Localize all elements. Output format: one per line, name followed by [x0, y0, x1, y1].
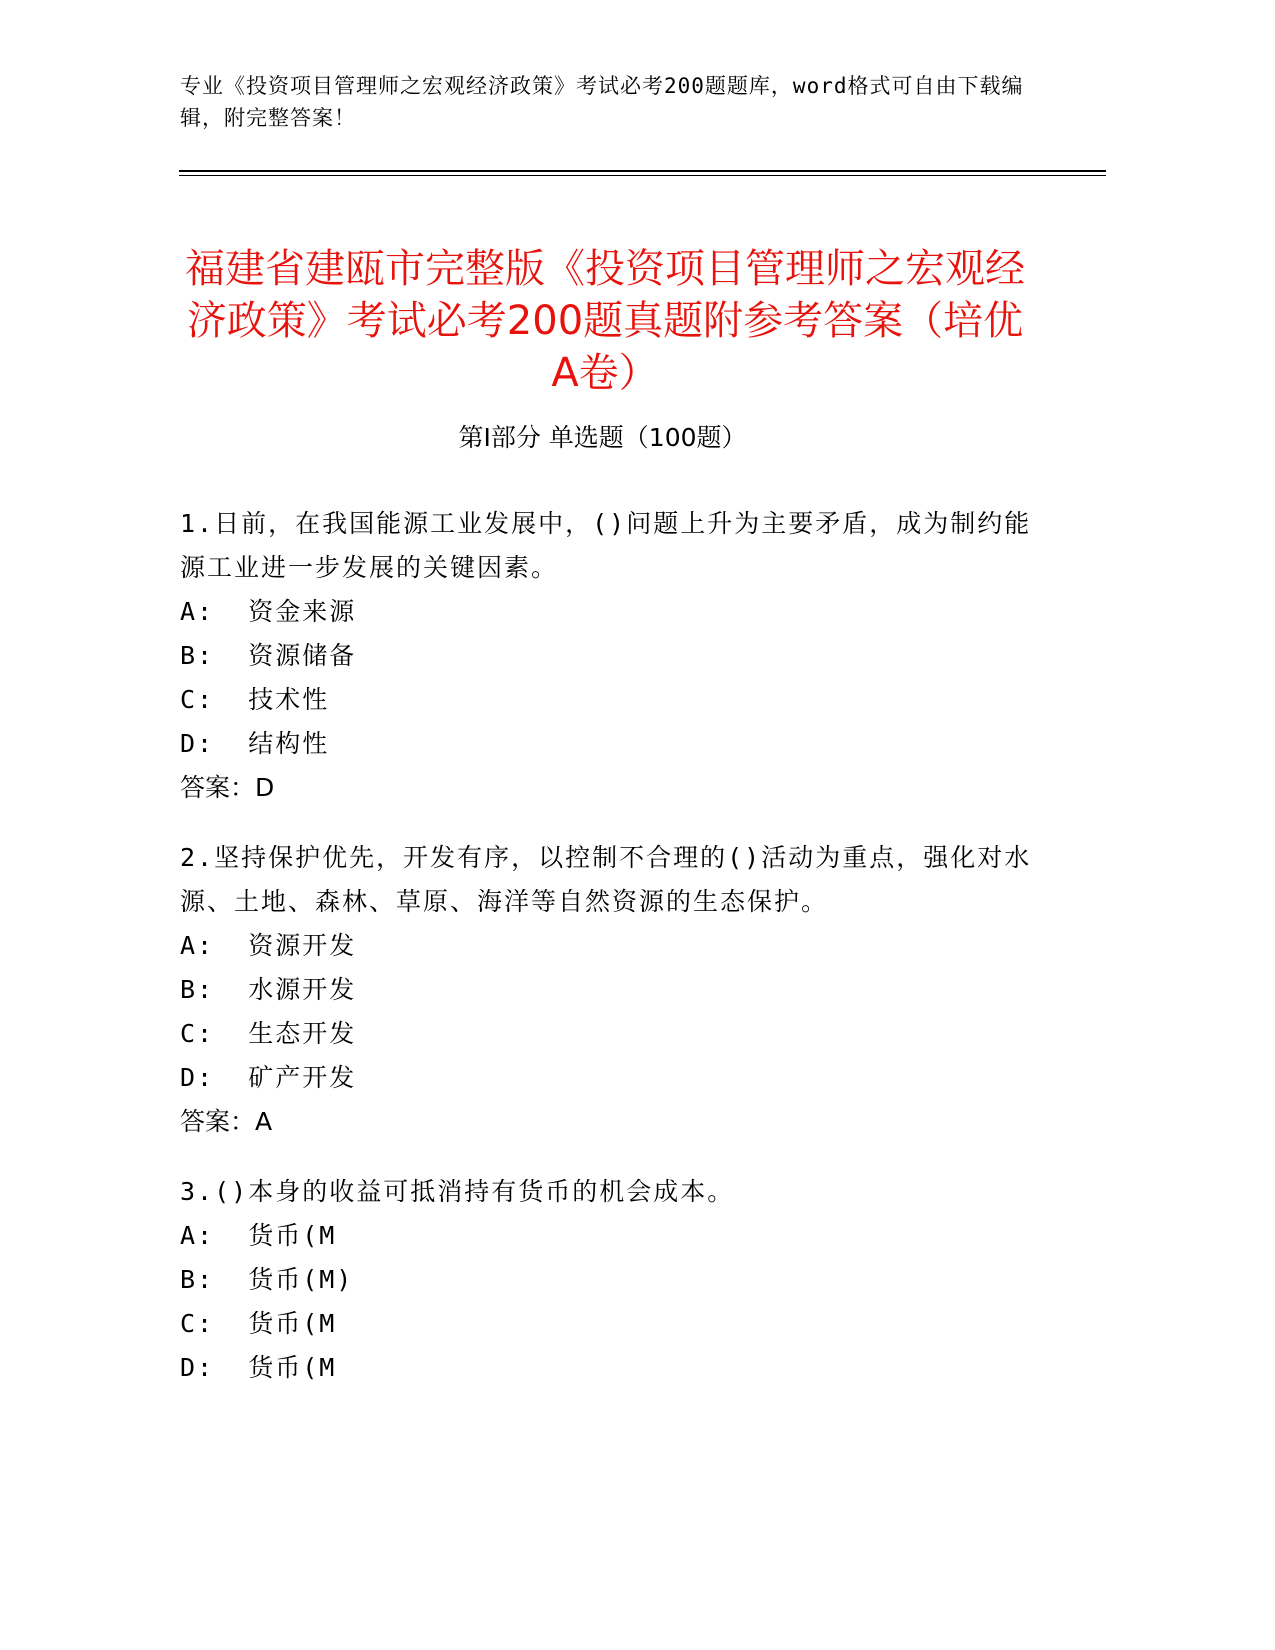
header-divider-thick — [179, 170, 1106, 172]
option-d: D: 矿产开发 — [180, 1063, 357, 1092]
question-stem: 2.坚持保护优先，开发有序，以控制不合理的()活动为重点，强化对水源、土地、森林、草原、海洋等自然资源的生态保护。 — [180, 843, 1032, 916]
answer-line: 答案：A — [180, 1107, 273, 1136]
question-1 — [180, 502, 1040, 810]
option-b: B: 资源储备 — [180, 641, 357, 670]
option-b: B: 水源开发 — [180, 975, 357, 1004]
question-3 — [180, 1170, 1040, 1390]
header-divider-thin — [179, 175, 1106, 176]
question-stem: 3.()本身的收益可抵消持有货币的机会成本。 — [180, 1177, 735, 1206]
section-title: 第I部分 单选题（100题） — [458, 423, 747, 452]
option-a: A: 资金来源 — [180, 597, 357, 626]
answer-line: 答案：D — [180, 773, 275, 802]
header-note: 专业《投资项目管理师之宏观经济政策》考试必考200题题库，word格式可自由下载编辑，附完整答案！ — [180, 74, 1024, 130]
question-stem: 1.日前，在我国能源工业发展中，()问题上升为主要矛盾，成为制约能源工业进一步发展的关键因素。 — [180, 509, 1032, 582]
question-2 — [180, 836, 1040, 1144]
option-c: C: 技术性 — [180, 685, 330, 714]
question-list — [180, 502, 1040, 1416]
option-c: C: 生态开发 — [180, 1019, 357, 1048]
option-b: B: 货币(M) — [180, 1265, 354, 1294]
option-d: D: 货币(M — [180, 1353, 337, 1382]
document-title: 福建省建瓯市完整版《投资项目管理师之宏观经济政策》考试必考200题真题附参考答案（培优A卷） — [185, 245, 1025, 396]
option-c: C: 货币(M — [180, 1309, 337, 1338]
option-d: D: 结构性 — [180, 729, 330, 758]
option-a: A: 货币(M — [180, 1221, 337, 1250]
option-a: A: 资源开发 — [180, 931, 357, 960]
